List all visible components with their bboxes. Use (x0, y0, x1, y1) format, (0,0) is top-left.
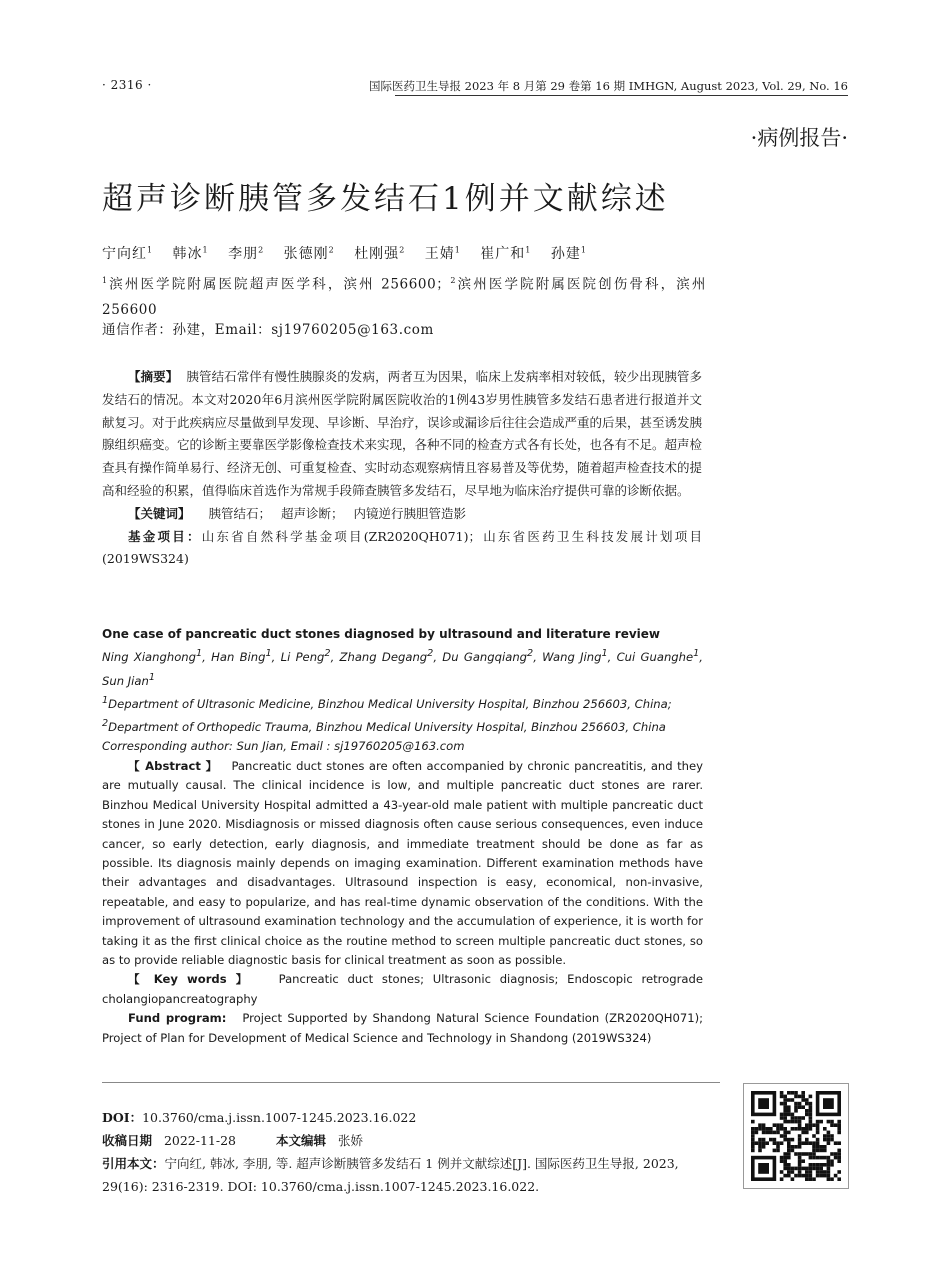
qr-module (798, 1141, 802, 1145)
qr-module (751, 1134, 755, 1138)
qr-module (783, 1098, 787, 1102)
qr-module (783, 1163, 787, 1167)
qr-module (794, 1120, 798, 1124)
qr-module (765, 1131, 769, 1135)
english-abstract: 【 Abstract 】 Pancreatic duct stones are often accompanied by chronic pancreatitis, and they are mutually causal. The clinical incidence is low, and multiple pancreatic duct stones are rarer. Binzhou Medical University Hospital admitted a 43-year-old male patient with multiple pancreatic duct stones in June 2020. Misdiagnosis or missed diagnosis often cause serious consequences, even induce cancer, so early detection, early diagnosis, and immediate treatment should be done as far as possible. Its diagnosis mainly depends on imaging examination. Different examination methods have their advantages and disadvantages. Ultrasound inspection is easy, economical, non-invasive, repeatable, and easy to popularize, and has real-time dynamic observation of the conditions. With the improvement of ultrasound examination technology and the accumulation of experience, it is worth for taking it as the first clinical choice as the routine method to screen multiple pancreatic duct stones, so as to provide reliable diagnostic basis for clinical treatment as soon as possible. (102, 758, 703, 967)
qr-module (805, 1102, 809, 1106)
qr-module (794, 1091, 798, 1095)
qr-module (801, 1105, 805, 1109)
qr-module (783, 1116, 787, 1120)
qr-module (794, 1116, 798, 1120)
qr-module (805, 1098, 809, 1102)
qr-module (769, 1127, 773, 1131)
qr-module (812, 1177, 816, 1181)
qr-module (812, 1163, 816, 1167)
qr-module (816, 1163, 820, 1167)
qr-module (776, 1123, 780, 1127)
qr-module (791, 1127, 795, 1131)
qr-module (801, 1095, 805, 1099)
corresponding-author: 通信作者：孙建，Email：sj19760205@163.com (102, 322, 434, 338)
qr-module (809, 1113, 813, 1117)
qr-module (765, 1141, 769, 1145)
qr-module (751, 1120, 755, 1124)
qr-module (780, 1159, 784, 1163)
english-keywords: 【 Key words 】 Pancreatic duct stones; Ultrasonic diagnosis; Endoscopic retrograde cholangiopancreatography (102, 972, 703, 1006)
qr-module (823, 1156, 827, 1160)
qr-module (787, 1109, 791, 1113)
qr-module (805, 1167, 809, 1171)
qr-module (819, 1170, 823, 1174)
qr-module (823, 1145, 827, 1149)
doi-line: DOI：10.3760/cma.j.issn.1007-1245.2023.16.022 (102, 1110, 417, 1125)
qr-module (780, 1095, 784, 1099)
qr-module (837, 1170, 841, 1174)
qr-module (787, 1174, 791, 1178)
qr-module (765, 1127, 769, 1131)
qr-module (809, 1123, 813, 1127)
author: 李朋$^2$ (228, 245, 265, 262)
author: 韩冰$^1$ (172, 245, 209, 262)
qr-module (762, 1131, 766, 1135)
footer-rule (102, 1082, 720, 1083)
qr-module (819, 1163, 823, 1167)
qr-module (798, 1120, 802, 1124)
qr-module (805, 1152, 809, 1156)
qr-module (798, 1152, 802, 1156)
qr-module (755, 1131, 759, 1135)
qr-module (812, 1145, 816, 1149)
qr-module (816, 1127, 820, 1131)
qr-module (776, 1145, 780, 1149)
qr-module (816, 1131, 820, 1135)
qr-module (827, 1141, 831, 1145)
qr-module (816, 1123, 820, 1127)
received-line: 收稿日期 2022-11-28 本文编辑 张娇 (102, 1133, 363, 1148)
qr-module (801, 1152, 805, 1156)
qr-module (794, 1105, 798, 1109)
qr-module (758, 1141, 762, 1145)
qr-module (780, 1127, 784, 1131)
qr-module (827, 1138, 831, 1142)
qr-module (780, 1102, 784, 1106)
qr-module (787, 1145, 791, 1149)
qr-module (773, 1123, 777, 1127)
qr-module (783, 1113, 787, 1117)
qr-module (809, 1109, 813, 1113)
qr-module (816, 1141, 820, 1145)
qr-module (769, 1138, 773, 1142)
qr-module (827, 1159, 831, 1163)
qr-module (837, 1159, 841, 1163)
qr-module (783, 1120, 787, 1124)
qr-module (798, 1116, 802, 1120)
author: 孙建$^1$ (550, 245, 587, 262)
qr-module (780, 1156, 784, 1160)
qr-module (809, 1167, 813, 1171)
qr-module (837, 1177, 841, 1181)
qr-module (837, 1127, 841, 1131)
qr-module (794, 1145, 798, 1149)
qr-finder-pattern (758, 1163, 769, 1174)
qr-module (794, 1109, 798, 1113)
qr-module (798, 1156, 802, 1160)
qr-module (798, 1170, 802, 1174)
qr-module (819, 1149, 823, 1153)
qr-module (791, 1170, 795, 1174)
qr-module (780, 1113, 784, 1117)
qr-module (798, 1127, 802, 1131)
qr-code[interactable] (743, 1083, 849, 1189)
qr-module (801, 1159, 805, 1163)
qr-module (801, 1174, 805, 1178)
qr-module (787, 1105, 791, 1109)
qr-module (758, 1138, 762, 1142)
qr-module (809, 1141, 813, 1145)
qr-module (801, 1167, 805, 1171)
qr-module (780, 1116, 784, 1120)
qr-module (751, 1149, 755, 1153)
qr-module (787, 1113, 791, 1117)
qr-module (801, 1141, 805, 1145)
qr-module (751, 1131, 755, 1135)
qr-module (805, 1123, 809, 1127)
qr-module (780, 1141, 784, 1145)
section-tag: ·病例报告· (750, 126, 848, 150)
qr-module (791, 1098, 795, 1102)
qr-module (794, 1095, 798, 1099)
qr-module (812, 1149, 816, 1153)
qr-module (830, 1120, 834, 1124)
qr-module (787, 1120, 791, 1124)
qr-module (773, 1149, 777, 1153)
qr-module (809, 1156, 813, 1160)
qr-module (762, 1141, 766, 1145)
qr-module (798, 1138, 802, 1142)
qr-module (794, 1174, 798, 1178)
qr-module (798, 1145, 802, 1149)
qr-module (787, 1098, 791, 1102)
qr-module (837, 1149, 841, 1153)
qr-module (794, 1152, 798, 1156)
qr-module (816, 1120, 820, 1124)
abstract-cn: 【摘要】 胰管结石常伴有慢性胰腺炎的发病，两者互为因果，临床上发病率相对较低，较少出现胰管多发结石的情况。本文对2020年6月滨州医学院附属医院收治的1例43岁男性胰管多发结石患者进行报道并文献复习。对于此疾病应尽量做到早发现、早诊断、早治疗，误诊或漏诊后往往会造成严重的后果，甚至诱发胰腺组织癌变。它的诊断主要靠医学影像检查技术来实现，各种不同的检查方式各有长处，也各有不足。超声检查具有操作简单易行、经济无创、可重复检查、实时动态观察病情且容易普及等优势，随着超声检查技术的提高和经验的积累，值得临床首选作为常规手段筛查胰管多发结石，尽早地为临床治疗提供可靠的诊断依据。 (102, 369, 703, 498)
qr-module (805, 1109, 809, 1113)
qr-module (823, 1134, 827, 1138)
author-list (102, 243, 601, 263)
qr-module (787, 1131, 791, 1135)
qr-module (816, 1174, 820, 1178)
qr-module (755, 1127, 759, 1131)
qr-module (780, 1177, 784, 1181)
keywords-cn: 【关键词】 胰管结石； 超声诊断； 内镜逆行胰胆管造影 (128, 505, 467, 521)
qr-module (809, 1105, 813, 1109)
qr-module (823, 1127, 827, 1131)
qr-module (780, 1134, 784, 1138)
qr-module (816, 1167, 820, 1171)
author: 杜刚强$^2$ (354, 245, 406, 262)
qr-module (816, 1149, 820, 1153)
qr-module (830, 1123, 834, 1127)
qr-module (837, 1123, 841, 1127)
qr-module (794, 1127, 798, 1131)
qr-module (830, 1163, 834, 1167)
qr-module (809, 1177, 813, 1181)
qr-module (837, 1156, 841, 1160)
qr-module (805, 1127, 809, 1131)
qr-module (783, 1174, 787, 1178)
english-abstract-block (102, 625, 703, 1048)
qr-module (823, 1163, 827, 1167)
qr-code-image (751, 1091, 841, 1181)
qr-module (798, 1123, 802, 1127)
qr-module (827, 1134, 831, 1138)
qr-module (830, 1138, 834, 1142)
qr-module (762, 1145, 766, 1149)
qr-module (787, 1138, 791, 1142)
qr-module (837, 1131, 841, 1135)
qr-module (834, 1141, 838, 1145)
qr-module (798, 1163, 802, 1167)
qr-module (783, 1152, 787, 1156)
qr-finder-pattern (823, 1098, 834, 1109)
header-rule (395, 95, 848, 96)
english-title: One case of pancreatic duct stones diagnosed by ultrasound and literature review (102, 627, 661, 641)
qr-module (798, 1095, 802, 1099)
qr-module (834, 1152, 838, 1156)
qr-module (834, 1174, 838, 1178)
qr-module (812, 1134, 816, 1138)
qr-module (783, 1156, 787, 1160)
qr-module (805, 1177, 809, 1181)
qr-module (801, 1131, 805, 1135)
qr-module (751, 1145, 755, 1149)
qr-module (809, 1120, 813, 1124)
doi-link[interactable]: 10.3760/cma.j.issn.1007-1245.2023.16.022 (142, 1110, 417, 1125)
qr-module (816, 1138, 820, 1142)
english-authors: Ning Xianghong$^1$, Han Bing$^1$, Li Peng$^2$, Zhang Degang$^2$, Du Gangqiang$^2$, Wang Jing$^1$, Cui Guanghe$^1$, Sun Jian$^1$ (102, 648, 703, 688)
qr-module (827, 1131, 831, 1135)
qr-module (823, 1138, 827, 1142)
english-fund: Fund program: Project Supported by Shandong Natural Science Foundation (ZR2020QH071); Project of Plan for Development of Medical Science and Technology in Shandong (2019WS324) (102, 1011, 704, 1045)
qr-module (791, 1120, 795, 1124)
qr-module (776, 1149, 780, 1153)
journal-running-header: 国际医药卫生导报 2023 年 8 月第 29 卷第 16 期 IMHGN, August 2023, Vol. 29, No. 16 (369, 79, 848, 93)
qr-module (762, 1127, 766, 1131)
qr-module (758, 1149, 762, 1153)
qr-module (773, 1141, 777, 1145)
qr-module (812, 1141, 816, 1145)
qr-module (823, 1174, 827, 1178)
english-corresponding: Corresponding author: Sun Jian, Email : sj19760205@163.com (102, 739, 465, 754)
qr-module (783, 1134, 787, 1138)
qr-module (751, 1127, 755, 1131)
qr-module (791, 1149, 795, 1153)
qr-module (783, 1105, 787, 1109)
qr-module (791, 1091, 795, 1095)
author: 王婧$^1$ (424, 245, 461, 262)
qr-module (801, 1091, 805, 1095)
qr-module (783, 1138, 787, 1142)
qr-module (798, 1134, 802, 1138)
qr-module (787, 1149, 791, 1153)
qr-module (755, 1141, 759, 1145)
qr-module (816, 1145, 820, 1149)
qr-module (758, 1123, 762, 1127)
qr-module (787, 1152, 791, 1156)
qr-module (823, 1149, 827, 1153)
qr-module (834, 1156, 838, 1160)
qr-module (805, 1141, 809, 1145)
qr-module (819, 1174, 823, 1178)
qr-module (769, 1131, 773, 1135)
qr-module (791, 1138, 795, 1142)
qr-module (801, 1127, 805, 1131)
qr-module (830, 1134, 834, 1138)
qr-module (762, 1123, 766, 1127)
qr-module (827, 1163, 831, 1167)
qr-module (798, 1105, 802, 1109)
qr-module (791, 1177, 795, 1181)
qr-module (758, 1145, 762, 1149)
qr-module (751, 1138, 755, 1142)
qr-module (794, 1102, 798, 1106)
qr-module (751, 1141, 755, 1145)
qr-module (794, 1167, 798, 1171)
qr-finder-pattern (758, 1098, 769, 1109)
qr-module (809, 1127, 813, 1131)
citation-line: 引用本文：宁向红, 韩冰, 李朋, 等. 超声诊断胰管多发结石 1 例并文献综述[J]. 国际医药卫生导报, 2023, 29(16): 2316-2319. DOI: 10.3760/cma.j.issn.1007-1245.2023.16.022. (102, 1156, 679, 1194)
qr-module (798, 1174, 802, 1178)
qr-module (773, 1131, 777, 1135)
qr-module (783, 1102, 787, 1106)
qr-module (787, 1167, 791, 1171)
qr-module (819, 1120, 823, 1124)
qr-module (798, 1159, 802, 1163)
qr-module (805, 1131, 809, 1135)
qr-module (762, 1138, 766, 1142)
qr-module (819, 1145, 823, 1149)
qr-module (787, 1141, 791, 1145)
qr-module (827, 1167, 831, 1171)
article-title: 超声诊断胰管多发结石1例并文献综述 (102, 181, 669, 217)
qr-module (827, 1174, 831, 1178)
qr-module (812, 1156, 816, 1160)
qr-module (791, 1145, 795, 1149)
qr-module (783, 1095, 787, 1099)
qr-module (780, 1091, 784, 1095)
qr-module (809, 1102, 813, 1106)
qr-module (798, 1102, 802, 1106)
qr-module (809, 1095, 813, 1099)
qr-module (776, 1127, 780, 1131)
qr-module (809, 1170, 813, 1174)
english-affiliation-2: $^2$Department of Orthopedic Trauma, Binzhou Medical University Hospital, Binzhou 256603, China (102, 718, 666, 735)
qr-module (809, 1163, 813, 1167)
english-affiliation-1: $^1$Department of Ultrasonic Medicine, Binzhou Medical University Hospital, Binzhou 256603, China; (102, 694, 672, 711)
qr-module (780, 1123, 784, 1127)
qr-module (819, 1167, 823, 1171)
qr-module (809, 1116, 813, 1120)
qr-module (791, 1116, 795, 1120)
article-footer (102, 1106, 724, 1198)
qr-module (801, 1116, 805, 1120)
qr-module (798, 1167, 802, 1171)
qr-module (812, 1167, 816, 1171)
qr-module (787, 1156, 791, 1160)
qr-module (837, 1152, 841, 1156)
qr-module (805, 1138, 809, 1142)
qr-module (830, 1152, 834, 1156)
qr-module (758, 1127, 762, 1131)
qr-module (791, 1113, 795, 1117)
qr-module (773, 1138, 777, 1142)
qr-module (776, 1141, 780, 1145)
author: 崔广和$^1$ (480, 245, 532, 262)
qr-module (816, 1170, 820, 1174)
author: 宁向红$^1$ (102, 245, 154, 262)
qr-module (783, 1159, 787, 1163)
qr-module (787, 1163, 791, 1167)
qr-module (801, 1098, 805, 1102)
qr-module (783, 1167, 787, 1171)
qr-module (819, 1156, 823, 1160)
qr-module (780, 1170, 784, 1174)
qr-module (827, 1156, 831, 1160)
qr-module (816, 1156, 820, 1160)
qr-module (809, 1152, 813, 1156)
affiliations: $^1$滨州医学院附属医院超声医学科，滨州 256600；$^2$滨州医学院附属医院创伤骨科，滨州 256600 (102, 276, 706, 318)
qr-module (827, 1170, 831, 1174)
qr-module (812, 1152, 816, 1156)
qr-module (787, 1170, 791, 1174)
qr-module (830, 1159, 834, 1163)
chinese-abstract-block (102, 366, 702, 571)
qr-module (805, 1170, 809, 1174)
qr-module (834, 1123, 838, 1127)
qr-module (837, 1141, 841, 1145)
qr-module (809, 1174, 813, 1178)
qr-module (791, 1167, 795, 1171)
page-number: · 2316 · (102, 78, 152, 92)
qr-module (783, 1131, 787, 1135)
qr-module (805, 1113, 809, 1117)
qr-module (805, 1174, 809, 1178)
qr-module (812, 1123, 816, 1127)
author: 张德刚$^2$ (283, 245, 335, 262)
fund-cn: 基金项目：山东省自然科学基金项目(ZR2020QH071)；山东省医药卫生科技发展计划项目(2019WS324) (102, 528, 702, 567)
qr-module (823, 1170, 827, 1174)
qr-module (783, 1127, 787, 1131)
qr-module (776, 1131, 780, 1135)
qr-module (837, 1120, 841, 1124)
qr-module (787, 1091, 791, 1095)
qr-module (827, 1177, 831, 1181)
qr-module (783, 1109, 787, 1113)
qr-module (830, 1177, 834, 1181)
qr-module (827, 1120, 831, 1124)
